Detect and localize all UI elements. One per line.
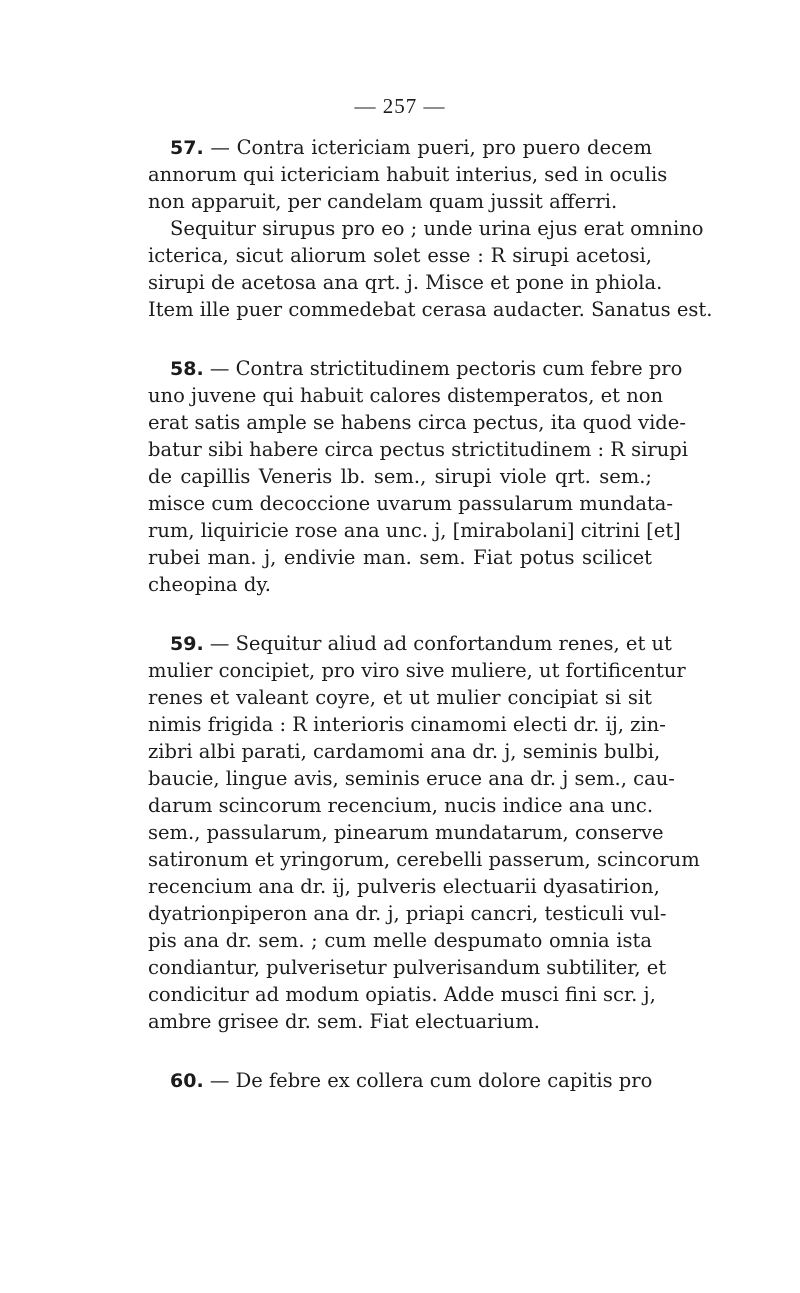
entry-number: 58. [170, 358, 204, 380]
entry-number: 57. [170, 137, 204, 159]
entry-line: satironum et yringorum, cerebelli passerum, scincorum [148, 848, 700, 871]
entry-line: zibri albi parati, cardamomi ana dr. j, seminis bulbi, [148, 740, 661, 763]
entry-line: batur sibi habere circa pectus strictitudinem : R sirupi [148, 438, 689, 461]
entry-line: icterica, sicut aliorum solet esse : R sirupi acetosi, [148, 244, 652, 267]
entry-text: — Sequitur aliud ad confortandum renes, et ut [203, 632, 672, 655]
entry-line: darum scincorum recencium, nucis indice ana unc. [148, 794, 654, 817]
entry-line [148, 355, 683, 382]
entry-line: pis ana dr. sem. ; cum melle despumato omnia ista [148, 929, 652, 952]
entry-line: ambre grisee dr. sem. Fiat electuarium. [148, 1010, 540, 1033]
entry-text: — De febre ex collera cum dolore capitis pro [203, 1069, 653, 1092]
page-number: — 257 — [354, 94, 446, 118]
entry-59 [148, 630, 700, 1035]
entry-line: non apparuit, per candelam quam jussit afferri. [148, 190, 618, 213]
entry-58 [148, 355, 689, 598]
entry-text: — Contra ictericiam pueri, pro puero decem [203, 136, 652, 159]
entry-line: renes et valeant coyre, et ut mulier concipiat si sit [148, 686, 652, 709]
entry-line: uno juvene qui habuit calores distemperatos, et non [148, 384, 664, 407]
entry-line: misce cum decoccione uvarum passularum mundata- [148, 492, 674, 515]
entry-line: annorum qui ictericiam habuit interius, sed in oculis [148, 163, 668, 186]
entry-line: cheopina dy. [148, 573, 271, 596]
entry-text: — Contra strictitudinem pectoris cum febre pro [203, 357, 683, 380]
entry-line [148, 630, 672, 657]
entry-number: 60. [170, 1070, 204, 1092]
entry-line: de capillis Veneris lb. sem., sirupi viole qrt. sem.; [148, 465, 652, 488]
entry-line [148, 134, 652, 161]
entry-line: nimis frigida : R interioris cinamomi electi dr. ij, zin- [148, 713, 666, 736]
entry-number: 59. [170, 633, 204, 655]
entry-line: Item ille puer commedebat cerasa audacter. Sanatus est. [148, 298, 713, 321]
entry-line: sirupi de acetosa ana qrt. j. Misce et pone in phiola. [148, 271, 663, 294]
entry-line: sem., passularum, pinearum mundatarum, conserve [148, 821, 664, 844]
entry-line: condiantur, pulverisetur pulverisandum subtiliter, et [148, 956, 667, 979]
entry-line: condicitur ad modum opiatis. Adde musci fini scr. j, [148, 983, 656, 1006]
book-page [148, 92, 713, 1094]
entry-line: mulier concipiet, pro viro sive muliere, ut fortificentur [148, 659, 686, 682]
entry-line: rum, liquiricie rose ana unc. j, [mirabolani] citrini [et] [148, 519, 681, 542]
entry-line: erat satis ample se habens circa pectus, ita quod vide- [148, 411, 686, 434]
entry-line: rubei man. j, endivie man. sem. Fiat potus scilicet [148, 546, 652, 569]
entry-line: recencium ana dr. ij, pulveris electuarii dyasatirion, [148, 875, 660, 898]
entry-line: Sequitur sirupus pro eo ; unde urina ejus erat omnino [170, 217, 704, 240]
entry-57 [148, 134, 713, 323]
entry-line: dyatrionpiperon ana dr. j, priapi cancri, testiculi vul- [148, 902, 667, 925]
entry-line [148, 1067, 652, 1094]
entry-60 [148, 1067, 652, 1094]
entry-line: baucie, lingue avis, seminis eruce ana dr. j sem., cau- [148, 767, 675, 790]
